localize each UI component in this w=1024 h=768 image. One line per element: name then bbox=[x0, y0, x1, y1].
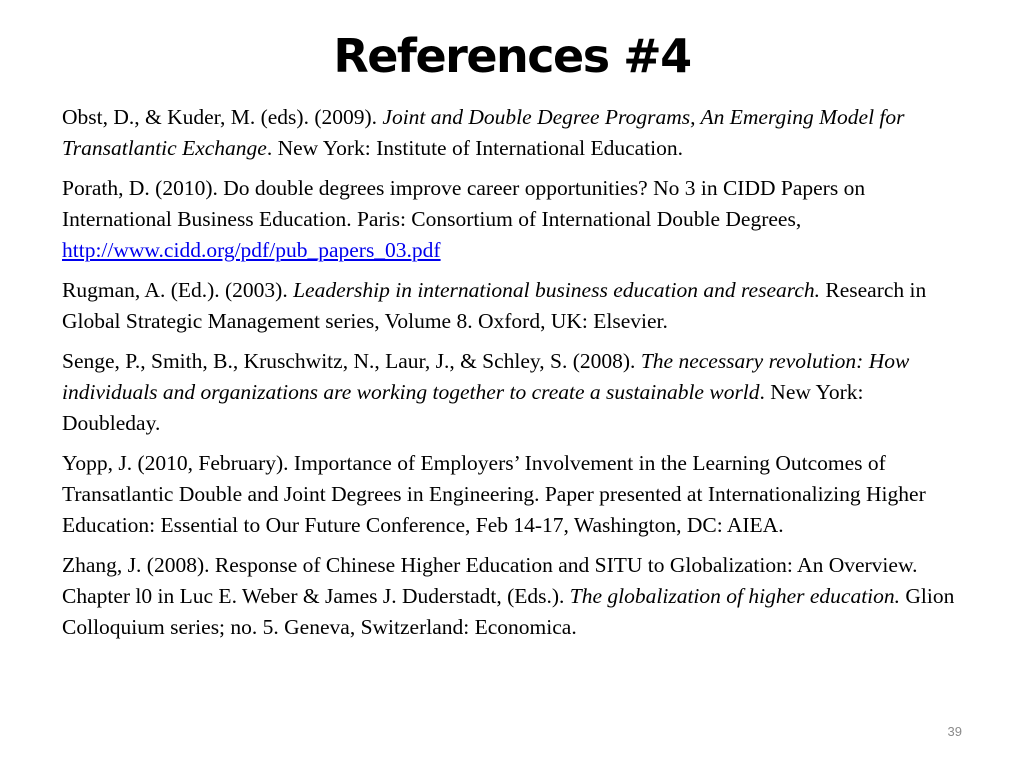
page-number: 39 bbox=[947, 724, 962, 739]
reference-italic-title: Leadership in international business education and research. bbox=[293, 278, 821, 302]
reference-text: Senge, P., Smith, B., Kruschwitz, N., Laur, J., & Schley, S. (2008). bbox=[62, 349, 641, 373]
reference-text: . New York: Doubleday. bbox=[62, 380, 864, 435]
reference-italic-title: The globalization of higher education. bbox=[569, 584, 901, 608]
reference-text: Zhang, J. (2008). Response of Chinese Higher Education and SITU to Globalization: An Overview. Chapter l0 in Luc E. Weber & James J. Duderstadt, (Eds.). bbox=[62, 553, 918, 608]
reference-text: Obst, D., & Kuder, M. (eds). (2009). bbox=[62, 105, 383, 129]
reference-item bbox=[62, 275, 962, 337]
reference-item bbox=[62, 550, 962, 643]
reference-item bbox=[62, 173, 962, 266]
reference-link[interactable]: http://www.cidd.org/pdf/pub_papers_03.pdf bbox=[62, 238, 441, 262]
reference-text: Yopp, J. (2010, February). Importance of Employers’ Involvement in the Learning Outcomes of Transatlantic Double and Joint Degrees in Engineering. Paper presented at Internationalizing Higher Education: Essential to Our Future Conference, Feb 14-17, Washington, DC: AIEA. bbox=[62, 451, 926, 537]
reference-text: Glion Colloquium series; no. 5. Geneva, Switzerland: Economica. bbox=[62, 584, 955, 639]
reference-text: Research in Global Strategic Management series, Volume 8. Oxford, UK: Elsevier. bbox=[62, 278, 927, 333]
reference-text: . New York: Institute of International Education. bbox=[266, 136, 684, 160]
reference-italic-title: Joint and Double Degree Programs, An Emerging Model for Transatlantic Exchange bbox=[62, 105, 905, 160]
reference-item bbox=[62, 102, 962, 164]
reference-text: Porath, D. (2010). Do double degrees improve career opportunities? No 3 in CIDD Papers on International Business Education. Paris: Consortium of International Double Degrees, bbox=[62, 176, 866, 231]
reference-list bbox=[62, 102, 962, 652]
reference-italic-title: The necessary revolution: How individuals and organizations are working together to create a sustainable world bbox=[62, 349, 910, 404]
reference-text: Rugman, A. (Ed.). (2003). bbox=[62, 278, 294, 302]
reference-item bbox=[62, 346, 962, 439]
reference-item bbox=[62, 448, 962, 541]
slide-title: References #4 bbox=[333, 29, 691, 83]
